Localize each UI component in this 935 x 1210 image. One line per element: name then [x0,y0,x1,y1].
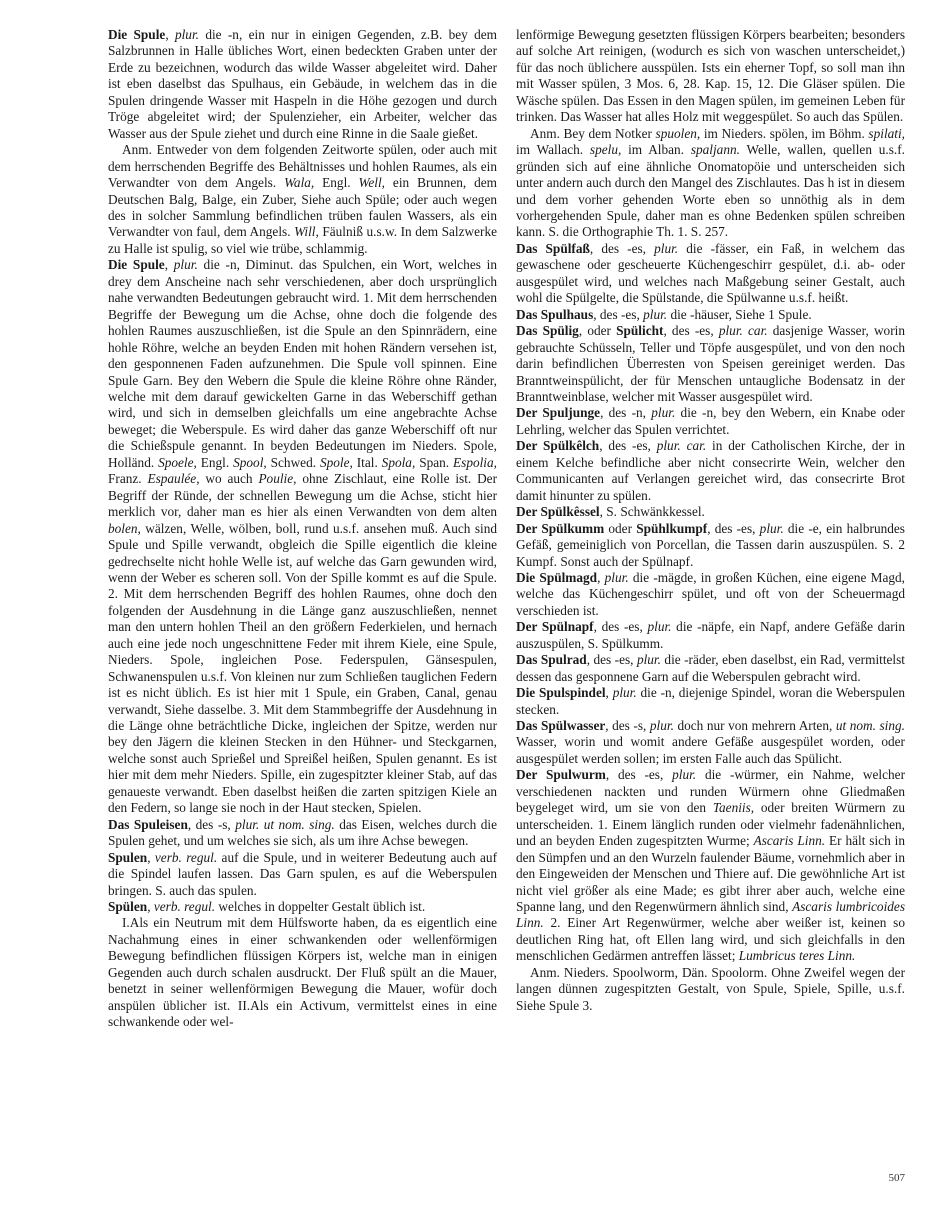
body-text: , des -n, [600,405,652,421]
italic-text: Spole, [319,454,353,470]
italic-text: Wala, [284,175,315,191]
body-text: auf die Spule, und in weiterer Bedeutung auch auf die Spindel laufen lassen. Das Garn spulen, es auf die Weberspulen bringen. S. auch das spulen. [108,849,497,898]
headword: Spulen [108,849,148,865]
italic-text: Lumbricus teres Linn. [738,948,856,964]
italic-text: spelu, [589,142,622,158]
body-text: Franz. [108,471,148,487]
italic-text: ut nom. sing. [835,718,905,734]
dictionary-page [108,27,905,1167]
body-text: , S. Schwänkkessel. [599,504,705,520]
body-text: I.Als ein Neutrum mit dem Hülfsworte haben, da es eigentlich eine Nachahmung eines in einer schwankenden oder wellenförmigen Bewegung befindlichen flüssigen Körpers ist, welche man in einigen Gegenden auch durch schalen ausdruckt. Der Fluß spült an die Mauer, benetzt in seiner wellenförmigen Bewegung die Mauer, wofür doch anspülen üblicher ist. II.Als ein Activum, vermittelst eines in eine schwankende oder wel- [108,915,497,1030]
italic-text: spilati, [868,125,905,141]
entry-paragraph [516,652,905,685]
body-text: in der Catholischen Kirche, der in einem Kelche befindliche aber nicht consecrirte Wein, welcher den Communicanten auf Verlangen gereichet wird, das consecrirte Brot damit hinunter zu spülen. [516,438,905,503]
entry-paragraph [108,899,497,915]
entry-paragraph [516,438,905,504]
body-text: Er hält sich in den Sümpfen und an den Wurzeln faulender Bäume, vornehmlich aber in den Eingeweiden der Menschen und Thiere auf. Die gewöhnliche Art ist nicht viel größer als eine Made; es gibt ihrer aber auch, welche eine Spanne lang, und den Regenwürmern ähnlich sind, [516,833,905,915]
italic-text: spaljann. [690,142,740,158]
body-text: , des -es, [589,240,655,256]
entry-paragraph [516,570,905,619]
headword: Der Spülkumm [516,520,605,536]
body-text: , des -es, [605,767,673,783]
body-text: die -näpfe, ein Napf, andere Gefäße darin auszuspülen, S. Spülkumm. [516,619,905,651]
headword: Der Spülkêssel [516,504,600,520]
body-text: Ital. [352,454,382,470]
body-text: Wasser, worin und womit andere Gefäße ausgespület worden, oder ausgespület werden sollen; im ersten Falle auch das Spülicht. [516,734,905,766]
headword: Spülicht [616,323,664,339]
body-text: die -n, ein nur in einigen Gegenden, z.B. bey dem Salzbrunnen in Halle übliches Wort, einen bedeckten Graben unter der Erde zu bezeichnen, wodurch das wilde Wasser abgeleitet wird. Daher ist eben daselbst das Spulhaus, ein Gebäude, in welchem das in die Spulen dringende Wasser mit Haspeln in die Höhe gezogen und durch Tröge abgeleitet wird; der Spulenzieher, ein Arbeiter, welcher das Wasser aus der Spule ziehet und durch eine Rinne in die Saale gießet. [108,27,498,141]
entry-paragraph [516,521,905,570]
body-text: wälzen, Welle, wölben, boll, rund u.s.f. ansehen muß. Auch sind Spule und Spille verwandt, obgleich die Spille eigentlich die kleine gedrechselte nicht hohle Welle ist, auf welche das Garn gewunden wird, wenn der Weber es scheren soll. Von der Spille kommt es auf die Spule. 2. Mit dem herrschenden Begriff des hohlen Raumes, ohne doch den folgenden der Ausdehnung in die Länge ganz auszuschließen, nennet man den untern hohlen Theil an den größern Federkielen, und hernach auch eine jede noch ungeschnittene Feder mit ihrem Kiele, eine Spule, Nieders. Spole, ingleichen Pose. Federspulen, Gänsespulen, Schwanenspulen u.s.f. Von kleinen nur zum Schließen tauglichen Federn ist es nicht üblich. Es ist hier mit 1 Spule, ein Graben, Canal, genau verwandt, Siehe dasselbe. 3. Mit dem Stammbegriffe der Ausdehnung in die Länge ohne beträchtliche Dicke, ingleichen der Spitze, werden nur bey den Jägern die kleinen Stecken in den Hühner- und Steckgarnen, welche sonst auch Sprießel und Spreißel heißen, Spulen genannt. Es ist hier mit dem mehr Nieders. Spille, ein zugespitzter kleiner Stab, auf das genaueste verwandt. Eben daselbst heißen die zarten spitzigen Kiele an den Federn, so lange sie noch in der Haut stecken, Spielen. [108,520,497,816]
entry-paragraph [108,27,497,142]
entry-paragraph [108,142,497,257]
body-text: , [597,569,605,585]
headword: Das Spülig [516,323,579,339]
italic-text: plur. ut nom. sing. [235,816,335,832]
body-text: Fäulniß u.s.w. In dem Salzwerke zu Halle ist spulig, so viel wie trübe, schlammig. [108,224,497,256]
body-text: Welle, wallen, quellen u.s.f. gründen sich auf eine ähnliche Onomatopöie und unterscheiden sich unter andern auch durch den Mangel des Zischlautes. Das h ist in diesem und dem vorher gehenden Worte eben so unnöthig als in dem vorhergehenden Spule, daher man es ohne Bedenken spülen schreiben kann. S. die Orthographie Th. 1. S. 257. [516,142,905,240]
left-column [108,27,497,1167]
body-text: die -e, ein halbrundes Gefäß, gemeiniglich von Porcellan, die Tassen darin auszuspülen. S. 2 Kumpf. Sonst auch der Spülnapf. [516,520,905,569]
italic-text: verb. regul. [154,849,218,865]
entry-paragraph [516,619,905,652]
italic-text: bolen, [108,520,141,536]
italic-text: Espaulée, [147,471,200,487]
body-text: Engl. [196,454,234,470]
italic-text: Poulie, [258,471,297,487]
body-text: die -mägde, in großen Küchen, eine eigene Magd, welche das Küchengeschirr spület, und oft von der Scheuermagd verschieden ist. [516,569,905,618]
body-text: im Nieders. spölen, im Böhm. [700,125,869,141]
italic-text: Spoele, [158,454,197,470]
italic-text: Taeniis, [712,800,755,816]
body-text: , des -es, [593,306,644,322]
body-text: 2. Einer Art Regenwürmer, welche aber weißer ist, keinen so deutlichen Ring hat, oft Ellen lang wird, und sich gleichfalls in den menschlichen Gedärmen antreffen lässet; [516,915,905,964]
italic-text: plur. [604,569,629,585]
body-text: , des -es, [586,652,637,668]
body-text: ohne Zischlaut, eine Rolle ist. Der Begriff der Ründe, der schnellen Bewegung um die Achse, sticht hier merklich vor, daher man es hier als einen Verwandten von dem alten [108,471,497,520]
italic-text: plur. [173,257,198,273]
body-text: oder breiten Würmern zu unterscheiden. 1. Einem länglich runden oder vielmehr fadenähnlichen, und an beyden Enden zugespitzten Wurme; [516,800,906,849]
headword: Die Spule [108,27,166,42]
body-text: das Eisen, welches durch die Spulen gehet, und um welches sie sich, als um ihre Achse bewegen. [108,816,497,849]
italic-text: Ascaris lumbricoides Linn. [516,899,906,931]
body-text: oder [604,520,637,536]
body-text: die -n, diejenige Spindel, woran die Weberspulen stecken. [516,685,906,717]
entry-paragraph [108,850,497,899]
body-text: , des -s, [187,816,236,832]
italic-text: Spool, [233,454,267,470]
italic-text: plur. [612,685,637,701]
entry-paragraph [516,241,905,307]
headword: Der Spülnapf [516,619,594,635]
headword: Die Spülmagd [516,569,598,585]
headword: Der Spuljunge [516,405,601,421]
body-text: im Alban. [621,142,691,158]
headword: Spühlkumpf [636,520,708,536]
headword: Die Spule [108,257,165,273]
entry-paragraph [516,405,905,438]
body-text: ein Brunnen, dem Deutschen Balg, Balge, ein Zuber, Siehe auch Spüle; oder auch wegen des in solcher Sammlung befindlichen trüben faulen Wassers, als ein Verwandter von faul, dem Angels. [108,175,498,240]
italic-text: plur. [636,652,661,668]
headword: Der Spülkêlch [516,438,600,454]
headword: Das Spülfaß [516,240,590,256]
body-text: , des -es, [707,520,760,536]
body-text: lenförmige Bewegung gesetzten flüssigen Körpers bearbeiten; besonders auf solche Art reinigen, (wodurch es sich von waschen unterscheidet,) für das noch üblichere ausspülen. Ists ein eherner Topf, so soll man ihn mit Wasser spülen, 3 Mos. 6, 28. Kap. 15, 12. Die Gläser spülen. Die Wäsche spülen. Das Essen in den Magen spülen, im gemeinen Leben für trinken. Das Wasser hat alles Holz mit weggespület. So auch das Spülen. [516,27,905,125]
headword: Die Spulspindel [516,685,606,701]
entry-paragraph [108,817,497,850]
body-text: wo auch [199,471,259,487]
italic-text: Ascaris Linn. [753,833,826,849]
body-text: , des -s, [605,718,650,734]
body-text: doch nur von mehrern Arten, [673,718,836,734]
headword: Das Spulhaus [516,306,594,322]
page-number: 507 [888,1172,905,1184]
body-text: , [147,849,155,865]
italic-text: Well, [358,175,385,191]
body-text: , des -es, [593,619,648,635]
italic-text: Will, [294,224,319,240]
body-text: , des -es, [663,323,719,339]
body-text: , [164,257,174,273]
headword: Der Spulwurm [516,767,606,783]
body-text: dasjenige Wasser, worin gebrauchte Schüsseln, Teller und Töpfe ausgespület, und von den noch darin befindlichen Überresten von Speisen gereiniget werden. Das Branntweinspülicht, der für Menschen untaugliche Bodensatz in der Branntweinblase, welcher mit Wasser ausgespület wird. [516,323,905,404]
body-text: die -n, bey den Webern, ein Knabe oder Lehrling, welcher das Spulen verrichtet. [516,405,905,437]
entry-paragraph [516,767,905,964]
right-column [516,27,905,1167]
body-text: Span. [415,454,454,470]
italic-text: plur. [654,240,679,256]
italic-text: spuolen, [655,125,701,141]
headword: Das Spuleisen [108,816,188,832]
body-text: , [165,27,175,42]
entry-paragraph [516,718,905,767]
body-text: , [605,685,613,701]
italic-text: verb. regul. [153,899,216,915]
italic-text: Spola, [381,454,416,470]
body-text: die -räder, eben daselbst, ein Rad, vermittelst dessen das gesponnene Garn auf die Weberspulen gebracht wird. [516,652,905,684]
body-text: , [147,899,154,915]
body-text: welches in doppelter Gestalt üblich ist. [215,899,426,915]
body-text: Engl. [314,175,359,191]
entry-paragraph [516,27,905,126]
entry-paragraph [108,257,497,816]
entry-paragraph [516,323,905,405]
italic-text: plur. car. [718,323,768,339]
entry-paragraph [516,307,905,323]
headword: Das Spülwasser [516,718,606,734]
italic-text: plur. [643,306,668,322]
body-text: , des -es, [599,438,657,454]
body-text: Schwed. [266,454,320,470]
italic-text: plur. [651,405,676,421]
body-text: Anm. Nieders. Spoolworm, Dän. Spoolorm. Ohne Zweifel wegen der langen dünnen zugespitzten Gestalt, von Spule, Spiele, Spille, u.s.f. Siehe Spule 3. [516,964,905,1013]
body-text: im Wallach. [516,142,590,158]
entry-paragraph [516,965,905,1014]
italic-text: plur. [647,619,672,635]
headword: Spülen [108,899,148,915]
body-text: Anm. Bey dem Notker [530,125,656,141]
italic-text: Espolia, [453,454,497,470]
body-text: Anm. Entweder von dem folgenden Zeitworte spülen, oder auch mit dem herrschenden Begriffe des Behältnisses und hohlen Raumes, als ein Verwandter von dem Angels. [108,142,497,191]
italic-text: plur. car. [656,438,707,454]
entry-paragraph [516,504,905,520]
entry-paragraph [516,126,905,241]
body-text: die -n, Diminut. das Spulchen, ein Wort, welches in drey dem Anscheine nach sehr verschiedenen, aber doch ursprünglich nahe verwandten Bedeutungen gebraucht wird. 1. Mit dem herrschenden Begriffe der Bewegung um die Achse, ohne doch die folgende des hohlen Raumes auszuschließen, ist die Spule an den Spinnrädern, eine hohle Röhre, welche an beyden Enden mit hohen Rändern versehen ist, den gesponnenen Faden aufzunehmen. Die Spule voll spinnen. Eine Spule Garn. Bey den Webern die Spule die kleine Röhre ohne Ränder, welche mit dem darauf gewickelten Garne in das Weberschiff gethan wird, und sich in demselben gleichfalls um eine angebrachte Achse beweget; die Weberspule. Es wird daher das ganze Weberschiff oft nur die Schießspule genannt. In beyden Bedeutungen im Nieders. Spole, Holländ. [108,257,497,470]
body-text: die -häuser, Siehe 1 Spule. [667,306,812,322]
entry-paragraph [516,685,905,718]
headword: Das Spulrad [516,652,587,668]
entry-paragraph [108,915,497,1030]
italic-text: plur. [672,767,697,783]
italic-text: plur. [174,27,199,42]
body-text: die -fässer, ein Faß, in welchem das gewaschene oder gescheuerte Küchengeschirr gespület, d.i. ab- oder ausgespület wird, und welches nach Maßgebung seiner Gestalt, auch wohl die Spülgelte, die Spülstande, die Spülwanne u.s.f. heißt. [516,240,905,306]
italic-text: plur. [649,718,674,734]
italic-text: plur. [759,520,784,536]
body-text: , oder [578,323,617,339]
body-text: die -würmer, ein Nahme, welcher verschiedenen nackten und runden Würmern ohne Gliedmaßen beygeleget wird, um sie von den [516,767,905,816]
